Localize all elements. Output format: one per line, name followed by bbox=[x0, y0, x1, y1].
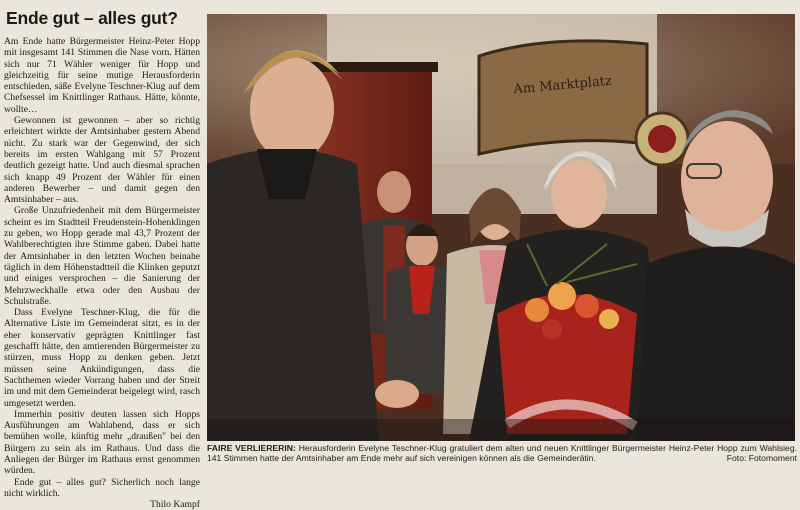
byline-row bbox=[4, 499, 200, 510]
wooden-sign bbox=[479, 41, 647, 154]
sign-text: Am Marktplatz bbox=[512, 73, 613, 98]
article-paragraph-1: Am Ende hatte Bürgermeister Heinz-Peter Hopp mit insgesamt 141 Stimmen die Nase vorn. Hätten sich nur 71 Wähler weniger für Hopp und gleichzeitig für seine mutige Herausforderin entschieden, säße Evelyne Teschner-Klug auf dem Chefsessel im Knittlinger Rathaus. Hätte, könnte, wollte… bbox=[4, 36, 200, 115]
caption-lead: FAIRE VERLIERERIN: bbox=[207, 443, 296, 453]
article-body bbox=[4, 36, 200, 510]
article-column bbox=[4, 6, 200, 510]
article-closing: Ende gut – alles gut? Sicherlich noch lange nicht wirklich. bbox=[4, 476, 200, 499]
article-paragraph-3: Große Unzufriedenheit mit dem Bürgermeister scheint es im Stadtteil Freudenstein-Hohenklingen zu geben, wo Hopp gerade mal 43,7 Prozent der Wahlberechtigten ihre Stimme gaben. Dabei hatte der Amtsinhaber in den letzten Wochen beinahe täglich in dem Höhenstadtteil die Klinken geputzt und einiges versprochen – die Sanierung der Mehrzweckhalle etwa oder den Ausbau der Schulstraße. bbox=[4, 205, 200, 307]
photo-caption bbox=[207, 443, 797, 464]
photo-credit: Foto: Fotomoment bbox=[726, 453, 797, 464]
article-paragraph-4: Dass Evelyne Teschner-Klug, die für die Alternative Liste im Gemeinderat sitzt, es in der eher konservativ geprägten Knittlinger fast geschafft hätte, den amtierenden Bürgermeister zu stürzen, muss Hopp zu denken geben. Jetzt müssen seine Ankündigungen, dass die Sachthemen wieder Vorrang haben und der Streit im und mit dem Gemeinderat beigelegt wird, rasch umgesetzt werden. bbox=[4, 307, 200, 409]
article-paragraph-5: Immerhin positiv deuten lassen sich Hopps Ausführungen am Wahlabend, dass er sich bemühen wolle, künftig mehr „draußen" bei den Bürgern zu sein als im Rathaus. Und dass die Anliegen der Bürger im Rathaus ernst genommen würden. bbox=[4, 408, 200, 477]
caption-text: Herausforderin Evelyne Teschner-Klug gratuliert dem alten und neuen Knittlinger Bürgermeister Heinz-Peter Hopp zum Wahlsieg. 141 Stimmen hatte der Amtsinhaber am Ende mehr auf sich vereinigen können als die Gemeinderätin. bbox=[207, 443, 797, 464]
news-photo bbox=[207, 14, 795, 441]
article-headline: Ende gut – alles gut? bbox=[6, 8, 178, 28]
photo-illustration bbox=[207, 14, 795, 441]
article-author: Thilo Kampf bbox=[150, 499, 200, 510]
handshake bbox=[375, 380, 419, 408]
article-paragraph-2: Gewonnen ist gewonnen – aber so richtig erleichtert wirkte der Amtsinhaber gestern Abend nicht. Zu stark war der Gegenwind, der sich bereits im ersten Wahlgang mit 57 Prozent deutlich gezeigt hatte. Und auch diesmal sprachen sich knapp 49 Prozent der Wähler für einen anderen Bewerber – und damit gegen den Amtsinhaber – aus. bbox=[4, 115, 200, 206]
